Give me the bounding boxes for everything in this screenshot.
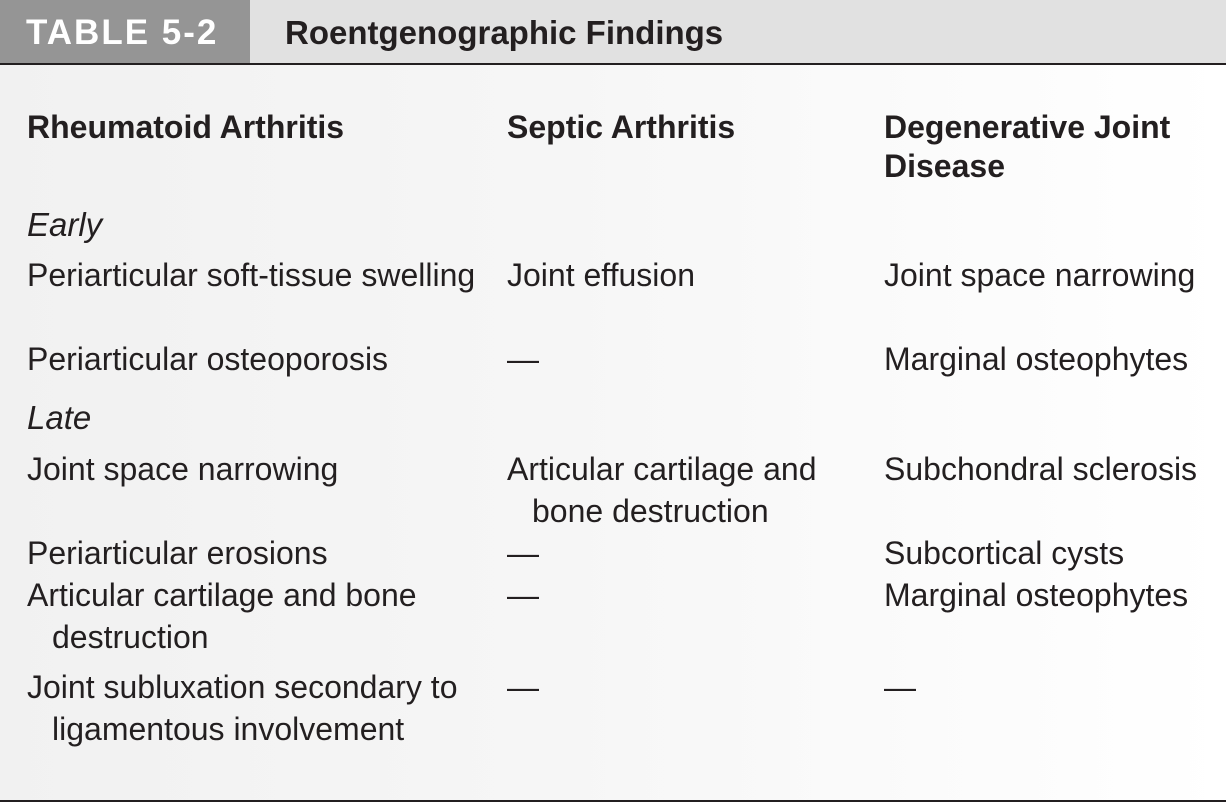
table-cell: Periarticular osteoporosis — [27, 341, 389, 377]
section-heading-early: Early — [27, 206, 103, 243]
table-cell: Articular cartilage and bone destruction — [507, 451, 817, 529]
table-cell: Joint space narrowing — [884, 257, 1196, 293]
table-cell: — — [507, 535, 539, 571]
table-label: TABLE 5-2 — [26, 13, 219, 52]
table-label-box — [0, 0, 250, 63]
table-header — [0, 0, 1226, 63]
table-cell: Subchondral sclerosis — [884, 451, 1198, 487]
table-cell: Periarticular erosions — [27, 535, 328, 571]
table-cell: Marginal osteophytes — [884, 577, 1189, 613]
table-cell: — — [884, 669, 916, 705]
column-header-degenerative-joint-disease: Degenerative Joint Disease — [884, 109, 1171, 184]
table-cell: — — [507, 669, 539, 705]
table-cell: Joint effusion — [507, 257, 695, 293]
column-header-septic-arthritis: Septic Arthritis — [507, 109, 736, 145]
column-header-rheumatoid-arthritis: Rheumatoid Arthritis — [27, 109, 345, 145]
table-cell: Joint space narrowing — [27, 451, 339, 487]
table-cell: Marginal osteophytes — [884, 341, 1189, 377]
section-heading-late: Late — [27, 399, 92, 436]
table-cell: Subcortical cysts — [884, 535, 1125, 571]
table-cell: — — [507, 577, 539, 613]
table-cell: Periarticular soft-tissue swelling — [27, 257, 476, 293]
table-cell: Articular cartilage and bone destruction — [27, 577, 417, 655]
bottom-divider — [0, 800, 1226, 802]
table-cell: — — [507, 341, 539, 377]
table-title: Roentgenographic Findings — [285, 14, 724, 51]
table-cell: Joint subluxation secondary to ligamentous involvement — [27, 669, 458, 747]
